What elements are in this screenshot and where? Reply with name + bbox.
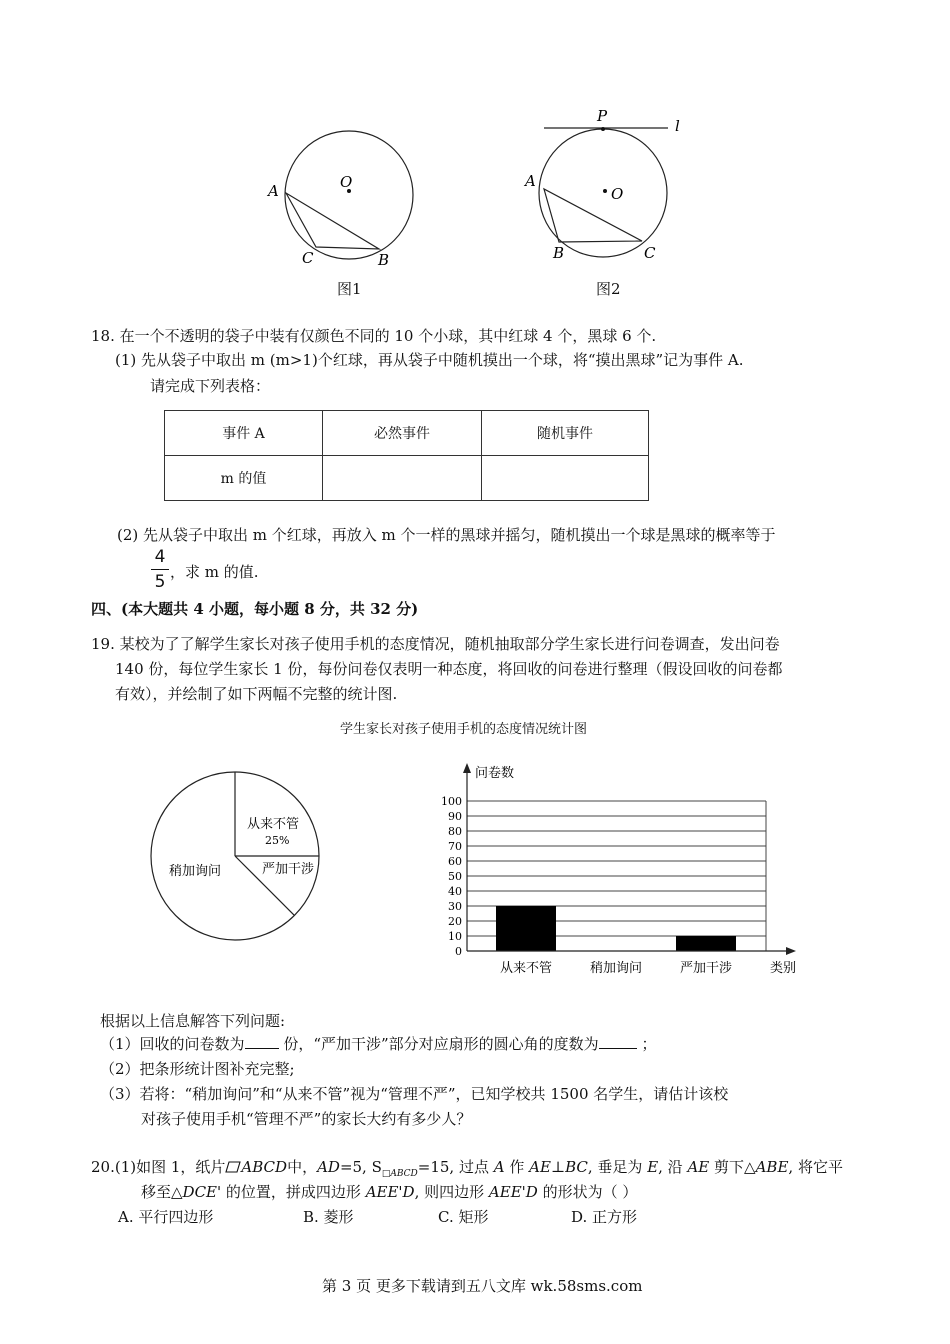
q20-text: (1)如图 1，纸片 <box>114 1158 226 1176</box>
pie-label-never: 从来不管 <box>247 817 300 832</box>
x-tick-label: 从来不管 <box>499 961 553 976</box>
option-d: D. 正方形 <box>571 1208 638 1226</box>
q20-text: , 沿 <box>658 1158 683 1176</box>
q20-text: 作 <box>509 1158 525 1176</box>
fig2-quadrilateral <box>544 189 642 242</box>
q20-text: DCE' <box>182 1183 222 1201</box>
fig2-label-b: B <box>553 244 565 262</box>
answer-blank-angle[interactable] <box>599 1034 637 1049</box>
option-c: C. 矩形 <box>438 1208 489 1226</box>
y-tick-label: 90 <box>448 810 462 823</box>
q18-stem: 18. 在一个不透明的袋子中装有仅颜色不同的 10 个小球，其中红球 4 个，黑球 6 个. <box>91 327 657 345</box>
q19-a1-part-c: ； <box>641 1035 657 1053</box>
table-header-event: 事件 A <box>165 411 323 456</box>
fig1-label-c: C <box>302 249 314 267</box>
fig1-label-b: B <box>378 251 390 269</box>
table-header-random: 随机事件 <box>482 411 649 456</box>
fig2-label-p: P <box>597 107 608 125</box>
figure-1 <box>250 120 430 290</box>
q19-answer-2: （2）把条形统计图补充完整; <box>100 1060 295 1078</box>
x-tick-label: 严加干涉 <box>679 961 733 976</box>
fig2-label-c: C <box>644 244 656 262</box>
bar <box>496 906 556 951</box>
y-tick-label: 40 <box>448 885 462 898</box>
q20-text: BC <box>565 1158 588 1176</box>
q19-line-2: 140 份，每位学生家长 1 份，每份问卷仅表明一种态度，将回收的问卷进行整理（假设回收的问卷都 <box>115 660 783 678</box>
table-row-label-m: m 的值 <box>165 456 323 501</box>
q20-text: , 将它平 <box>788 1158 843 1176</box>
y-tick-label: 30 <box>448 900 462 913</box>
table-cell-random-m <box>482 456 649 501</box>
y-tick-label: 70 <box>448 840 462 853</box>
pie-label-strict: 严加干涉 <box>262 862 315 877</box>
q20-text: =15, 过点 <box>417 1158 489 1176</box>
q20-text: , 则四边形 <box>414 1183 485 1201</box>
figure-2 <box>515 105 695 275</box>
x-tick-label: 稍加询问 <box>589 961 643 976</box>
fraction-denominator: 5 <box>154 572 166 592</box>
q20-text: AD <box>317 1158 340 1176</box>
y-tick-label: 100 <box>441 795 462 808</box>
y-tick-label: 0 <box>455 945 462 958</box>
event-table <box>164 410 649 501</box>
q20-text: 移至△ <box>141 1183 183 1201</box>
q19-answer-1 <box>100 1034 656 1054</box>
fig1-label-o: O <box>340 173 353 191</box>
fig1-circle <box>285 131 413 259</box>
q20-text: 中， <box>287 1158 318 1176</box>
q19-answer-3: （3）若将：“稍加询问”和“从来不管”视为“管理不严”，已知学校共 1500 名学生，请估计该校 <box>100 1085 729 1103</box>
q20-text: A <box>493 1158 505 1176</box>
q19-ask: 根据以上信息解答下列问题: <box>100 1012 286 1030</box>
fig2-center-point <box>603 189 607 193</box>
option-a: A. 平行四边形 <box>118 1208 214 1226</box>
fig1-caption: 图1 <box>337 280 362 298</box>
option-b: B. 菱形 <box>303 1208 354 1226</box>
section-4-heading: 四、(本大题共 4 小题，每小题 8 分，共 32 分) <box>91 600 419 618</box>
y-tick-label: 80 <box>448 825 462 838</box>
fig2-caption: 图2 <box>596 280 621 298</box>
table-header-certain: 必然事件 <box>323 411 482 456</box>
q20-text: E <box>647 1158 659 1176</box>
q19-line-1: 19. 某校为了了解学生家长对孩子使用手机的态度情况，随机抽取部分学生家长进行问卷调查，发出问卷 <box>91 635 780 653</box>
q20-text: 剪下△ <box>714 1158 756 1176</box>
q20-line-1 <box>91 1157 843 1184</box>
answer-blank-count[interactable] <box>245 1034 279 1049</box>
y-tick-label: 60 <box>448 855 462 868</box>
fig2-label-l: l <box>675 117 680 135</box>
y-tick-label: 10 <box>448 930 462 943</box>
pie-label-never-percent: 25% <box>265 834 290 847</box>
q19-line-3: 有效），并绘制了如下两幅不完整的统计图. <box>115 685 398 703</box>
table-cell-certain-m <box>323 456 482 501</box>
q18-part1: (1) 先从袋子中取出 m (m>1)个红球，再从袋子中随机摸出一个球，将“摸出黑球”记为事件 A. <box>115 351 744 369</box>
q20-text: AE <box>687 1158 710 1176</box>
q20-text: , 垂足为 <box>587 1158 643 1176</box>
y-axis-label: 问卷数 <box>475 766 515 781</box>
q20-text: =5, S <box>339 1158 382 1176</box>
q18-part2-end: ，求 m 的值. <box>170 563 259 581</box>
pie-label-sometimes: 稍加询问 <box>169 864 222 879</box>
q20-text: ABCD <box>241 1158 288 1176</box>
q20-text: ABE <box>755 1158 789 1176</box>
parallelogram-icon <box>225 1161 241 1173</box>
q19-answer-3b: 对孩子使用手机“管理不严”的家长大约有多少人？ <box>141 1110 472 1128</box>
fraction-numerator: 4 <box>154 547 166 567</box>
q20-subscript: □ABCD <box>381 1169 418 1179</box>
x-axis-arrow <box>786 947 796 955</box>
bar <box>676 936 736 951</box>
q18-part2: (2) 先从袋子中取出 m 个红球，再放入 m 个一样的黑球并摇匀，随机摸出一个球是黑球的概率等于 <box>117 526 776 544</box>
q19-a1-part-a: （1）回收的问卷数为 <box>100 1035 245 1053</box>
bar-chart <box>430 755 810 980</box>
q20-text: 的位置，拼成四边形 <box>225 1183 361 1201</box>
fig2-point-p <box>601 127 605 131</box>
chart-title: 学生家长对孩子使用手机的态度情况统计图 <box>340 722 588 737</box>
q18-part1-instruction: 请完成下列表格： <box>150 377 271 395</box>
y-axis-arrow <box>463 763 471 773</box>
q20-line-2 <box>141 1182 637 1202</box>
y-tick-label: 20 <box>448 915 462 928</box>
q20-text: AEE'D <box>488 1183 538 1201</box>
page-footer: 第 3 页 更多下载请到五八文库 wk.58sms.com <box>322 1277 643 1295</box>
fig2-label-o: O <box>611 185 624 203</box>
q20-text: AE <box>529 1158 551 1176</box>
q19-a1-part-b: 份，“严加干涉”部分对应扇形的圆心角的度数为 <box>283 1035 599 1053</box>
fraction-four-fifths <box>150 546 170 593</box>
fig1-triangle <box>286 193 379 249</box>
q20-text: 的形状为（ ） <box>542 1183 638 1201</box>
q20-text: AEE'D <box>365 1183 415 1201</box>
y-tick-label: 50 <box>448 870 462 883</box>
q20-number: 20. <box>91 1158 115 1176</box>
fig2-label-a: A <box>525 172 536 190</box>
pie-chart <box>145 770 325 950</box>
x-axis-label: 类别 <box>770 961 797 976</box>
q20-text: ⊥ <box>550 1158 566 1176</box>
fig1-label-a: A <box>268 182 279 200</box>
